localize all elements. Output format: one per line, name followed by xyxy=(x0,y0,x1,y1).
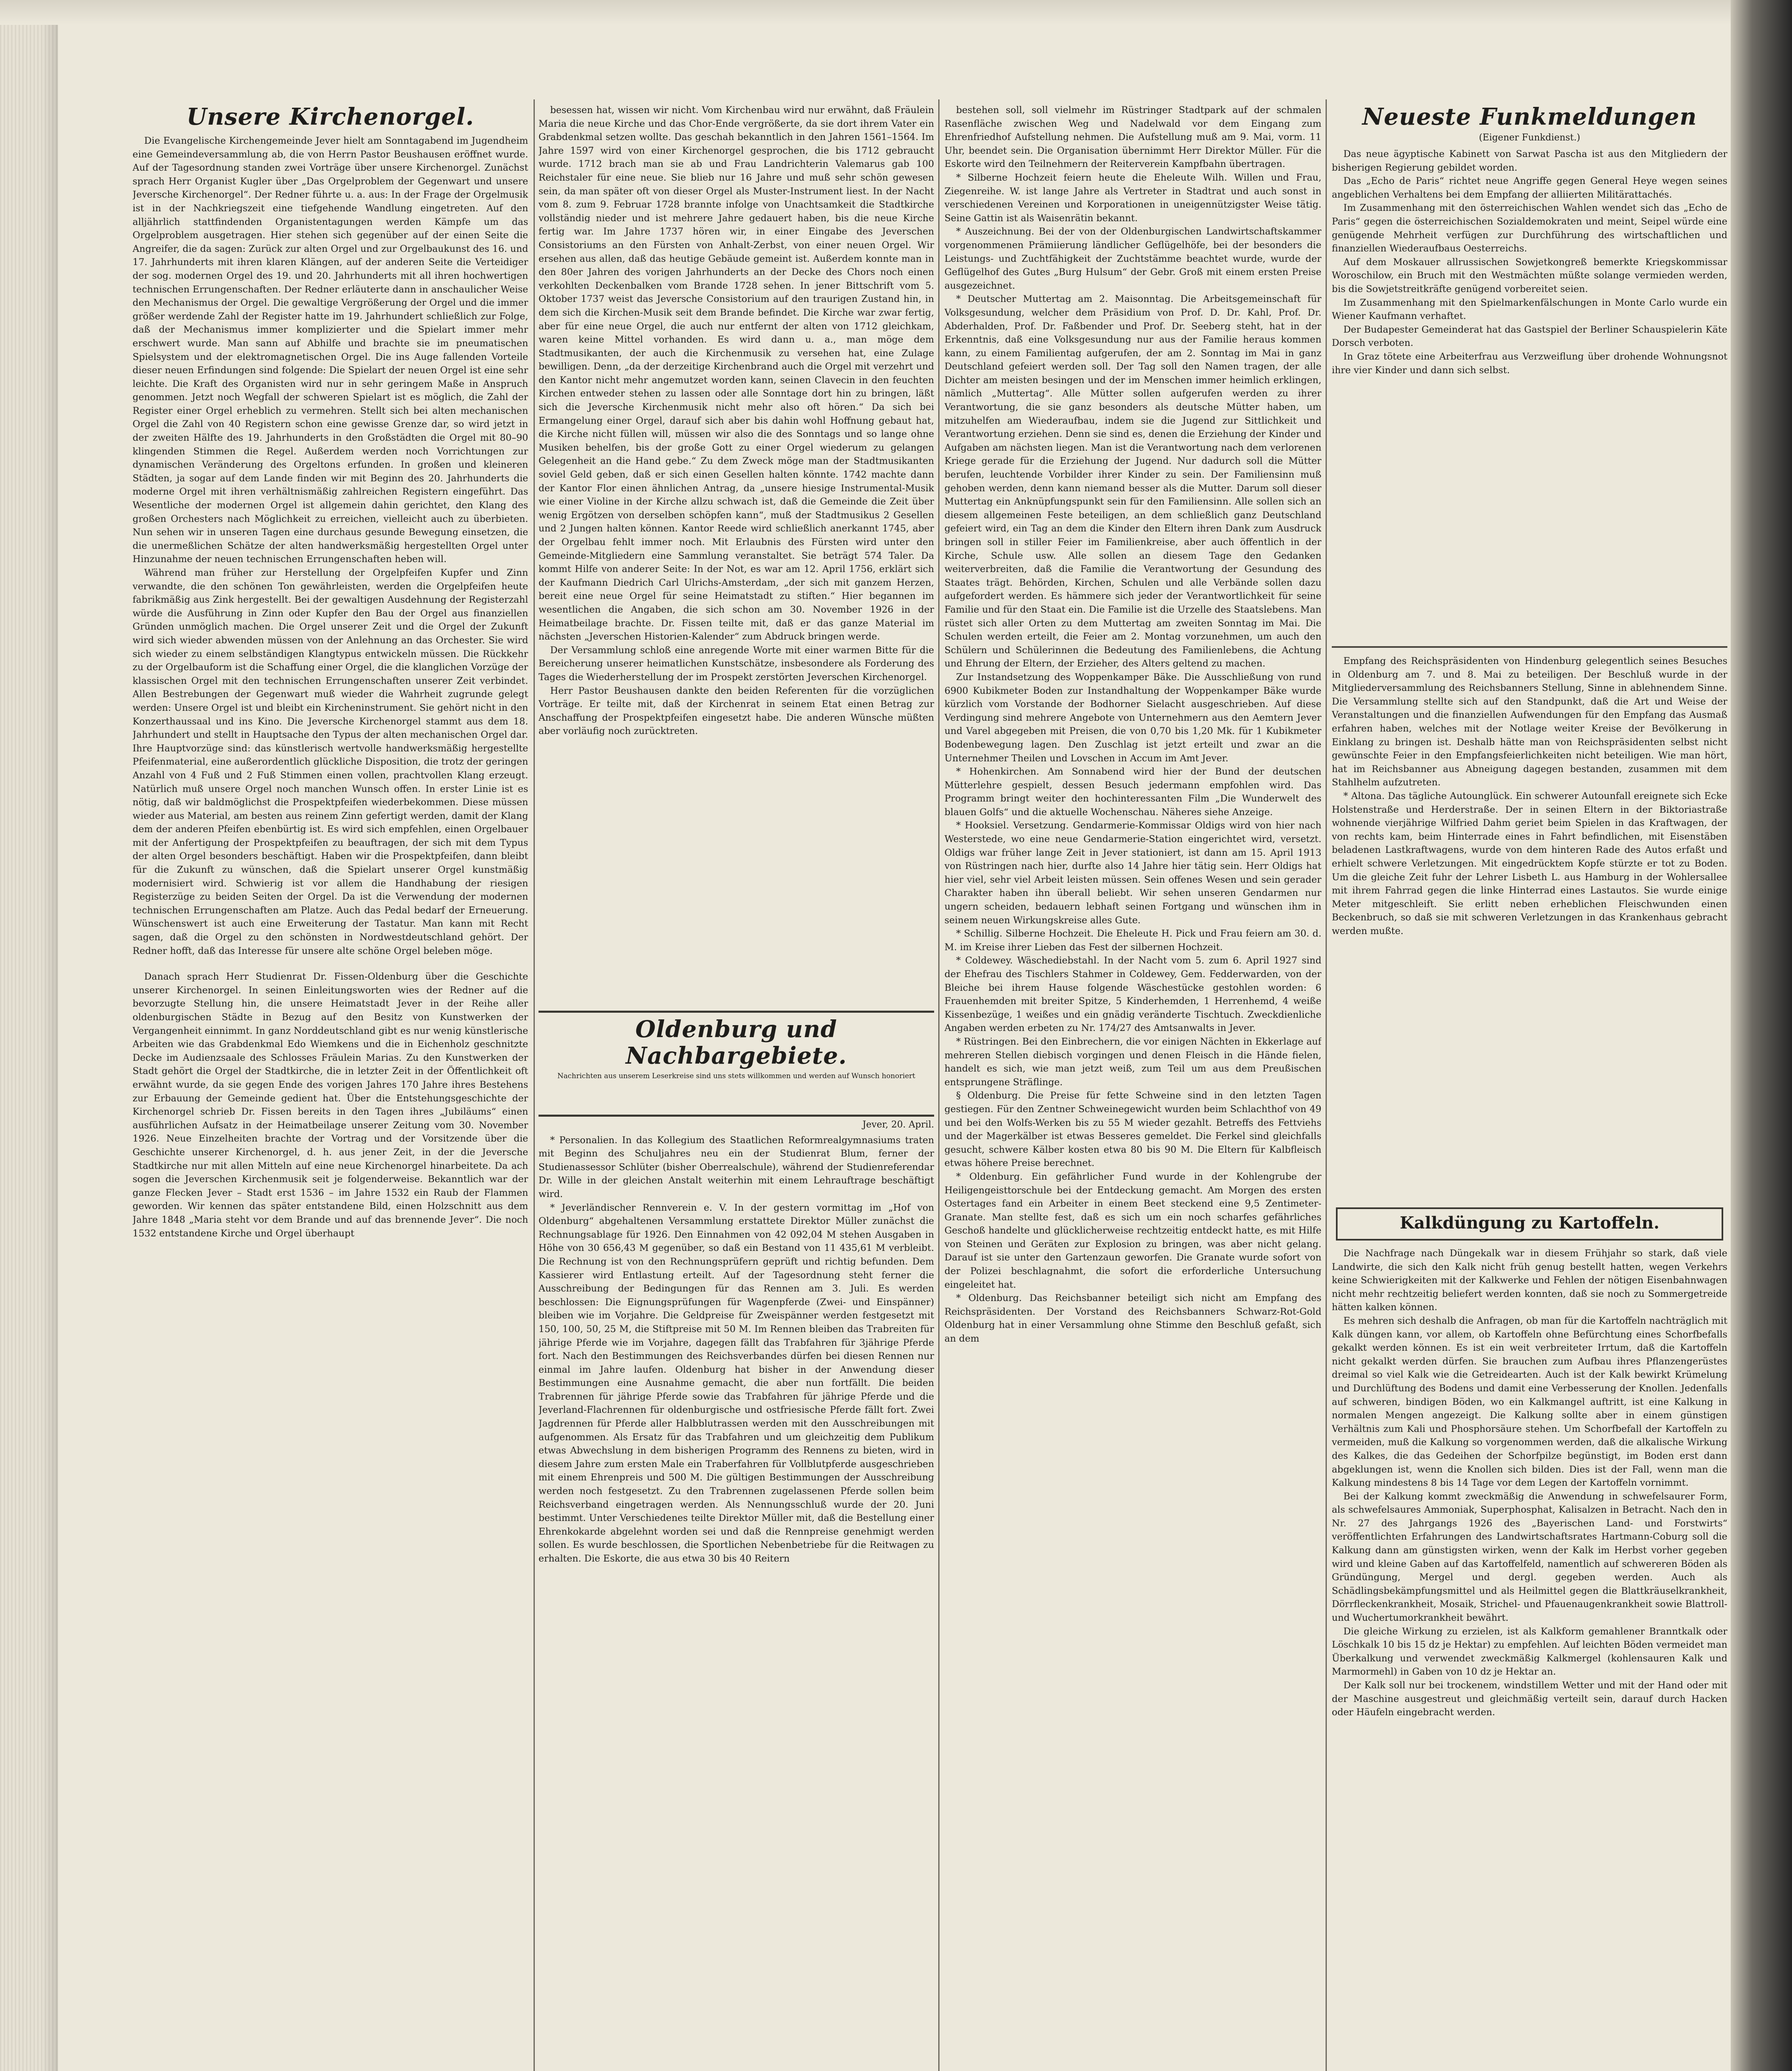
headline-kalkduengung: Kalkdüngung zu Kartoffeln. xyxy=(1336,1207,1723,1241)
paragraph: * Altona. Das tägliche Autounglück. Ein schwerer Autounfall ereignete sich Ecke Holstenstraße und Herderstraße. Der in seinen Eltern in der Biktoriastraße wohnende vierjährige Wilfried Dahm geriet beim Spielen in das Kraftwagen, der von rechts kam, beim Hinterrade eines in Fahrt befindlichen, mit Eisenstäben beladenen Lastkraftwagens, wurde von dem hinteren Rade des Autos erfaßt und erhielt schwere Verletzungen. Mit eingedrücktem Kopfe stürzte er tot zu Boden. Um die gleiche Zeit fuhr der Lehrer Lisbeth L. aus Hamburg in der Wohlersallee mit ihrem Fahrrad gegen die linke Hinterrad eines Lastautos. Sie wurde einige Meter mitgeschleift. Sie erlitt neben erheblichen Fleischwunden einen Beckenbruch, so daß sie mit schweren Verletzungen in das Krankenhaus gebracht werden mußte. xyxy=(1332,790,1727,937)
section-title: Oldenburg und Nachbargebiete. xyxy=(626,1016,847,1069)
page-top-shadow xyxy=(0,0,1792,25)
paragraph: besessen hat, wissen wir nicht. Vom Kirchenbau wird nur erwähnt, daß Fräulein Maria die neue Kirche und das Chor-Ende vergrößerte, da sie dort ihrem Vater ein Grabdenkmal setzen wollte. Das geschah bekanntlich in den Jahren 1561–1564. Im Jahre 1597 wird von einer Kirchenorgel gesprochen, die bis 1712 gebraucht wurde. 1712 brach man sie ab und Frau Landrichterin Valemarus gab 100 Reichstaler für eine neue. Sie blieb nur 16 Jahre und muß sehr schön gewesen sein, da man später oft von dieser Orgel als Muster-Instrument liest. In der Nacht vom 8. zum 9. Februar 1728 brannte infolge von Unachtsamkeit die Stadtkirche vollständig nieder und ist mehrere Jahre gedauert haben, bis die neue Kirche fertig war. Im Jahre 1737 hören wir, in einer Eingabe des Jeverschen Consistoriums an den Fürsten von Anhalt-Zerbst, von einer neuen Orgel. Wir ersehen aus allen, daß das heutige Gebäude gemeint ist. Außerdem konnte man in den 80er Jahren des vorigen Jahrhunderts an der Decke des Chors noch einen verkohlten Deckenbalken vom Brande 1728 sehen. In jener Bittschrift vom 5. Oktober 1737 weist das Jeversche Consistorium auf den traurigen Zustand hin, in dem sich die Kirchen-Musik seit dem Brande befindet. Die Kirche war zwar fertig, aber für eine neue Orgel, die auch nur entfernt der alten von 1712 gleichkam, waren keine Mittel vorhanden. Es wird dann u. a., man möge dem Stadtmusikanten, der auch die Kirchenmusik zu versehen hat, eine Zulage bewilligen. Denn, „da der derzeitige Kirchenbrand auch die Orgel mit verzehrt und den Kantor nicht mehr angemutzet worden kann, seinen Clavecin in den feuchten Kirchen entweder stehen zu lassen oder alle Sonntage dort hin zu bringen, läßt sich die Jeversche Kirchenmusik nicht mehr also oft hören.“ Da sich bei Ermangelung einer Orgel, darauf sich aber bis dahin wohl Hoffnung gebaut hat, die Kirche nicht füllen will, müssen wir also die des Sonntags und so lange ohne Musiken behelfen, bis der große Gott zu einer Orgel wiederum zu gelangen Gelegenheit an die Hand gebe.“ Zu dem Zweck möge man der Stadtmusikanten soviel Geld geben, daß er sich einen Gesellen halten könnte. 1742 machte dann der Kantor Flor einen ähnlichen Antrag, da „unsere hiesige Instrumental-Musik wie einer Violine in der Kirche allzu schwach ist, daß die Gemeinde die Zeit über wenig Ergötzen von derselben schöpfen kann“, muß der Stadtmusikus 2 Gesellen und 2 Jungen halten können. Kantor Reede wird schließlich anerkannt 1745, aber der Orgelbau fehlt immer noch. Mit Erlaubnis des Fürsten wird unter den Gemeinde-Mitgliedern eine Sammlung veranstaltet. Sie beträgt 574 Taler. Da kommt Hilfe von anderer Seite: In der Not, es war am 12. April 1756, erklärt sich der Kaufmann Diedrich Carl Ulrichs-Amsterdam, „der sich mit ganzem Herzen, bereit eine neue Orgel für seine Heimatstadt zu stiften.“ Hier begannen im wesentlichen die Angaben, die sich schon am 30. November 1926 in der Heimatbeilage brachte. Dr. Fissen teilte mit, daß er das ganze Material im nächsten „Jeverschen Historien-Kalender“ zum Abdruck bringen werde. xyxy=(539,105,934,642)
news-item: Im Zusammenhang mit den österreichischen Wahlen wendet sich das „Echo de Paris“ gegen die österreichischen Sozialdemokraten und meint, Seipel würde eine genügende Mehrheit verfügen zur Durchführung des wirtschaftlichen und finanziellen Wiederaufbaus Oesterreichs. xyxy=(1332,203,1727,254)
paragraph: * Rüstringen. Bei den Einbrechern, die vor einigen Nächten in Ekkerlage auf mehreren Stellen diebisch vorgingen und denen Fleisch in die Hände fielen, handelt es sich, wie man jetzt weiß, zum Teil um aus dem Preußischen entsprungene Sträflinge. xyxy=(944,1036,1321,1088)
paragraph: Bei der Kalkung kommt zweckmäßig die Anwendung in schwefelsaurer Form, als schwefelsaures Ammoniak, Superphosphat, Kalisalzen in Betracht. Nach den in Nr. 27 des Jahrgangs 1926 des „Bayerischen Land- und Forstwirts“ veröffentlichten Erfahrungen des Landwirtschaftsrates Hartmann-Coburg soll die Kalkung dann am günstigsten wirken, wenn der Kalk im Herbst vorher gegeben wird und kleine Gaben auf das Kartoffelfeld, namentlich auf schwereren Böden als Gründüngung, Mergel und dergl. gegeben werden. Auch als Schädlingsbekämpfungsmittel und als Heilmittel gegen die Blattkräuselkrankheit, Dörrfleckenkrankheit, Mosaik, Strichel- und Pfauenaugenkrankheit sowie Blattroll- und Wuchertumorkrankheit bewährt. xyxy=(1332,1491,1727,1624)
paragraph: * Oldenburg. Das Reichsbanner beteiligt sich nicht am Empfang des Reichspräsidenten. Der Vorstand des Reichsbanners Schwarz-Rot-Gold Oldenburg hat in einer Versammlung ohne Stimme den Beschluß gefaßt, sich an dem xyxy=(944,1293,1321,1344)
paragraph: * Oldenburg. Ein gefährlicher Fund wurde in der Kohlengrube der Heiligengeisttorschule bei der Entdeckung gemacht. Am Morgen des ersten Ostertages fand ein Arbeiter in einem Beet steckend eine 9,5 Zentimeter-Granate. Man stellte fest, daß es sich um ein noch scharfes gefährliches Geschoß handelte und glücklicherweise rechtzeitig entdeckt hatte, es mit Hilfe von Steinen und Geräten zur Explosion zu bringen, was aber nicht gelang. Darauf ist sie unter den Gartenzaun geworfen. Die Granate wurde sofort von der Polizei beschlagnahmt, die sofort die erforderliche Untersuchung eingeleitet hat. xyxy=(944,1171,1321,1290)
news-item: Das „Echo de Paris“ richtet neue Angriffe gegen General Heye wegen seines angeblichen Verhaltens bei dem Empfang der alliierten Militärattachés. xyxy=(1332,176,1727,200)
local-news-jever xyxy=(539,1118,934,2071)
dateline: Jever, 20. April. xyxy=(862,1120,934,1130)
article-unsere-kirchenorgel xyxy=(133,104,528,2071)
subhead-funkdienst: (Eigener Funkdienst.) xyxy=(1479,133,1580,143)
local-news-continued xyxy=(944,104,1321,2071)
headline-kirchenorgel: Unsere Kirchenorgel. xyxy=(186,104,474,130)
box-neueste-funkmeldungen xyxy=(1332,104,1727,642)
column-rule xyxy=(1326,99,1327,2071)
section-note: Nachrichten aus unserem Leserkreise sind uns stets willkommen und werden auf Wunsch honoriert xyxy=(557,1072,915,1080)
paragraph: Herr Pastor Beushausen dankte den beiden Referenten für die vorzüglichen Vorträge. Er teilte mit, daß der Kirchenrat in seinem Etat einen Betrag zur Anschaffung der Prospektpfeifen eingesetzt habe. Die anderen Wünsche müßten aber vorläufig noch zurücktreten. xyxy=(539,685,934,737)
headline-funkmeldungen: Neueste Funkmeldungen xyxy=(1362,104,1697,130)
paragraph: * Auszeichnung. Bei der von der Oldenburgischen Landwirtschaftskammer vorgenommenen Prämiierung ländlicher Geflügelhöfe, bei der besonders die Leistungs- und Zuchtfähigkeit der Zuchtstämme beachtet wurde, wurde der Geflügelhof des Gutes „Burg Hulsum“ der Gebr. Groß mit einem ersten Preise ausgezeichnet. xyxy=(944,226,1321,291)
paragraph: * Jeverländischer Rennverein e. V. In der gestern vormittag im „Hof von Oldenburg“ abgehaltenen Versammlung erstattete Direktor Müller zunächst die Rechnungsablage für 1926. Den Einnahmen von 42 092,04 M stehen Ausgaben in Höhe von 30 656,43 M gegenüber, so daß ein Bestand von 11 435,61 M verbleibt. Die Rechnung ist von den Rechnungsprüfern geprüft und richtig befunden. Dem Kassierer wird Entlastung erteilt. Auf der Tagesordnung steht ferner die Ausschreibung der Bedingungen für das Rennen am 3. Juli. Es werden beschlossen: Die Eignungsprüfungen für Wagenpferde (Zwei- und Einspänner) bleiben wie im Vorjahre. Die Geldpreise für Zweispänner werden festgesetzt mit 150, 100, 50, 25 M, die Stiftpreise mit 50 M. Im Rennen bleiben das Trabreiten für jährige Pferde wie im Vorjahre, dagegen fällt das Trabfahren für 3jährige Pferde fort. Nach den Bestimmungen des Reichsverbandes dürfen bei diesen Rennen nur einmal im Jahre laufen. Oldenburg hat bisher in der Anwendung dieser Bestimmungen eine Ausnahme gemacht, die aber nun fortfällt. Die beiden Trabrennen für jährige Pferde sowie das Trabfahren für jährige Pferde und die Jeverland-Flachrennen für oldenburgische und ostfriesische Pferde fällt fort. Zwei Jagdrennen für Pferde aller Halbblutrassen werden mit den Ausschreibungen mit aufgenommen. Als Ersatz für das Trabfahren und um gleichzeitig dem Publikum etwas Abwechslung in dem bisherigen Programm des Rennens zu bieten, wird in diesem Jahre zum ersten Male ein Traberfahren für Vollblutpferde ausgeschrieben mit einem Ehrenpreis und 500 M. Die gültigen Bestimmungen der Ausschreibung werden noch festgesetzt. Zu den Trabrennen zugelassenen Pferde sollen beim Reichsverband eingetragen werden. Als Nennungsschluß wurde der 20. Juni bestimmt. Unter Verschiedenes teilte Direktor Müller mit, daß die Bestellung einer Ehrenkokarde abgelehnt worden sei und daß die Rennpreise genehmigt werden sollen. Es wurde beschlossen, die Sportlichen Nebenbetriebe für die Reitwagen zu erhalten. Die Eskorte, die aus etwa 30 bis 40 Reitern xyxy=(539,1202,934,1564)
section-oldenburg-header xyxy=(539,1011,934,1117)
paragraph: Die gleiche Wirkung zu erzielen, ist als Kalkform gemahlener Branntkalk oder Löschkalk 10 bis 15 dz je Hektar) zu empfehlen. Auf leichten Böden vermeidet man Überkalkung und verwendet zweckmäßig Kalkmergel (kohlensauren Kalk und Marmormehl) in Gaben von 10 dz je Hektar an. xyxy=(1332,1626,1727,1678)
paragraph: Es mehren sich deshalb die Anfragen, ob man für die Kartoffeln nachträglich mit Kalk düngen kann, vor allem, ob Kartoffeln ohne Befürchtung eines Schorfbefalls gekalkt werden können. Es ist ein weit verbreiteter Irrtum, daß die Kartoffeln nicht gekalkt werden dürfen. Sie brauchen zum Aufbau ihres Pflanzengerüstes dreimal so viel Kalk wie die Getreidearten. Auch ist der Kalk bewirkt Krümelung und Durchlüftung des Bodens und damit eine Verbesserung der Knollen. Jedenfalls auf schweren, bindigen Böden, wo ein Kalkmangel auftritt, ist eine Kalkung in normalen Mengen angezeigt. Die Kalkung sollte aber in einem günstigen Verhältnis zum Kali und Phosphorsäure stehen. Um Schorfbefall der Kartoffeln zu vermeiden, muß die Kalkung so vorgenommen werden, daß die alkalische Wirkung des Kalkes, die das Gedeihen der Schorfpilze begünstigt, im Boden erst dann abgeklungen ist, wenn die Knollen sich bilden. Dies ist der Fall, wenn man die Kalkung mindestens 8 bis 14 Tage vor dem Legen der Kartoffeln vornimmt. xyxy=(1332,1315,1727,1489)
paragraph: Danach sprach Herr Studienrat Dr. Fissen-Oldenburg über die Geschichte unserer Kirchenorgel. In seinen Einleitungsworten wies der Redner auf die bevorzugte Stellung hin, die unsere Heimatstadt Jever in der Reihe aller oldenburgischen Städte in Bezug auf den Besitz von Kunstwerken der Vergangenheit einnimmt. In ganz Norddeutschland gibt es nur wenig künstlerische Arbeiten wie das Grabdenkmal Edo Wiemkens und die in Eichenholz geschnitzte Decke im Audienzsaale des Schlosses Fräulein Marias. Zu den Kunstwerken der Stadt gehört die Orgel der Stadtkirche, die in letzter Zeit in der Öffentlichkeit oft erwähnt wurde, da sie gegen Ende des vorigen Jahres 170 Jahre ihres Bestehens zur Erbauung der Gemeinde gedient hat. Über die Entstehungsgeschichte der Kirchenorgel schrieb Dr. Fissen bereits in den Tagen ihres „Jubiläums“ einen ausführlichen Aufsatz in der Heimatbeilage unserer Zeitung vom 30. November 1926. Neue Einzelheiten brachte der Vortrag und der Vorsitzende über die Geschichte unserer Kirchenorgel, d. h. aus jener Zeit, in der die Jeversche Stadtkirche nur mit allen Mitteln auf eine neue Kirchenorgel hinarbeitete. Da ach sogen die Jeverschen Kirchenmusik seit je folgenderweise. Bekanntlich war der ganze Flecken Jever – Stadt erst 1536 – im Jahre 1532 ein Raub der Flammen geworden. Wir kennen das später entstandene Bild, einen Holzschnitt aus dem Jahre 1848 „Maria steht vor dem Brande und auf das brennende Jever“. Die noch 1532 entstandene Kirche und Orgel überhaupt xyxy=(133,971,528,1239)
paragraph: Die Nachfrage nach Düngekalk war in diesem Frühjahr so stark, daß viele Landwirte, die sich den Kalk nicht früh genug bestellt hatten, wegen Verkehrs keine Schwierigkeiten mit der Kalkwerke und Fehlen der nötigen Eisenbahnwagen nicht mehr rechtzeitig beliefert werden konnten, daß sie noch zu Sommergetreide hätten kalken können. xyxy=(1332,1248,1727,1313)
news-item: Im Zusammenhang mit den Spielmarkenfälschungen in Monte Carlo wurde ein Wiener Kaufmann verhaftet. xyxy=(1332,297,1727,322)
paragraph: Der Kalk soll nur bei trockenem, windstillem Wetter und mit der Hand oder mit der Maschine ausgestreut und gleichmäßig verteilt sein, darauf durch Hacken oder Häufeln eingebracht werden. xyxy=(1332,1680,1727,1718)
adjacent-page-edge xyxy=(0,0,58,2071)
paragraph: Zur Instandsetzung des Woppenkamper Bäke. Die Ausschließung von rund 6900 Kubikmeter Boden zur Instandhaltung der Woppenkamper Bäke wurde kürzlich vom Vorstande der Bodhorner Sielacht ausgeschrieben. Auf diese Verdingung sind mehrere Angebote von Unternehmern aus den Aemtern Jever und Varel abgegeben mit Preisen, die von 0,70 bis 1,20 Mk. für 1 Kubikmeter Bodenbewegung lagen. Den Zuschlag ist jetzt erteilt und zwar an die Unternehmer Theilen und Lovschen in Accum im Amt Jever. xyxy=(944,671,1321,764)
column-rule xyxy=(534,99,535,2071)
paragraph: Empfang des Reichspräsidenten von Hindenburg gelegentlich seines Besuches in Oldenburg am 7. und 8. Mai zu beteiligen. Der Beschluß wurde in der Mitgliederversammlung des Reichsbanners Stellung, Sinne in ablehnendem Sinne. Die Versammlung stellte sich auf den Standpunkt, daß die Art und Weise der Veranstaltungen und die finanziellen Aufwendungen für den Empfang das Ausmaß erfahren haben, welches mit der Notlage weiter Kreise der Bevölkerung in Einklang zu bringen ist. Deshalb hätte man von Reichspräsidenten selbst nicht gewünschte Feier in den Empfangsfeierlichkeiten nicht beteiligen. Wie man hört, hat im Reichsbanner aus Abneigung dagegen bestanden, zusammen mit dem Stahlhelm aufzutreten. xyxy=(1332,656,1727,788)
scan-binding-edge xyxy=(1731,0,1792,2071)
news-item: Das neue ägyptische Kabinett von Sarwat Pascha ist aus den Mitgliedern der bisherigen Regierung gebildet worden. xyxy=(1332,149,1727,173)
paragraph: * Schillig. Silberne Hochzeit. Die Eheleute H. Pick und Frau feiern am 30. d. M. im Kreise ihrer Lieben das Fest der silbernen Hochzeit. xyxy=(944,928,1321,953)
article-kalkduengung xyxy=(1332,1247,1727,2067)
paragraph: Die Evangelische Kirchengemeinde Jever hielt am Sonntagabend im Jugendheim eine Gemeindeversammlung ab, die von Herrn Pastor Beushausen eröffnet wurde. Auf der Tagesordnung standen zwei Vorträge über unsere Kirchenorgel. Zunächst sprach Herr Organist Kugler über „Das Orgelproblem der Gegenwart und unsere Jeversche Kirchenorgel“. Der Redner führte u. a. aus: In der Frage der Orgelmusik ist in der Nachkriegszeit eine tiefgehende Wandlung eingetreten. Auf den alljährlich stattfindenden Organistentagungen werden Kämpfe um das Orgelproblem ausgetragen. Hier stehen sich gegenüber auf der einen Seite die Angreifer, die da sagen: Zurück zur alten Orgel und zur Orgelbaukunst des 16. und 17. Jahrhunderts mit ihren klaren Klängen, auf der anderen Seite die Verteidiger der sog. modernen Orgel des 19. und 20. Jahrhunderts mit all ihren hochwertigen technischen Errungenschaften. Der Redner erläuterte dann in anschaulicher Weise den Mechanismus der Orgel. Die gewaltige Vergrößerung der Orgel und die immer größer werdende Zahl der Register hatte im 19. Jahrhundert schließlich zur Folge, daß der Mechanismus immer komplizierter und die Spielart immer mehr erschwert wurde. Man sann auf Abhilfe und brachte sie im pneumatischen Spielsystem und der elektromagnetischen Orgel. Die ins Auge fallenden Vorteile dieser neuen Erfindungen sind folgende: Die Spielart der neuen Orgel ist eine sehr leichte. Die Kraft des Organisten wird nur in sehr geringem Maße in Anspruch genommen. Jetzt noch Wegfall der schweren Spielart ist es möglich, die Zahl der Register einer Orgel erheblich zu vermehren. Stellt sich bei alten mechanischen Orgel die Zahl von 40 Registern schon eine gewisse Grenze dar, so wird jetzt in der zweiten Hälfte des 19. Jahrhunderts in den Großstädten die Orgel mit 80–90 klingenden Stimmen die Regel. Außerdem werden noch Vorrichtungen zur dynamischen Veränderung des Orgeltons erfunden. In großen und kleineren Städten, ja sogar auf dem Lande finden wir mit Beginn des 20. Jahrhunderts die moderne Orgel mit ihren verhältnismäßig zahlreichen Registern eingeführt. Das Wesentliche der modernen Orgel ist allgemein dahin gerichtet, den Klang des großen Orchesters nach Möglichkeit zu erreichen, vielleicht auch zu überbieten. Nun sehen wir in unseren Tagen eine durchaus gesunde Bewegung einsetzen, die die unermeßlichen Schätze der alten handwerksmäßig hergestellten Orgel unter Hinzunahme der neuen technischen Errungenschaften heben will. xyxy=(133,135,528,565)
paragraph: Während man früher zur Herstellung der Orgelpfeifen Kupfer und Zinn verwandte, die den schönen Ton gewährleisten, werden die Orgelpfeifen heute fabrikmäßig aus Zink hergestellt. Bei der gewaltigen Ausdehnung der Registerzahl würde die Ausführung in Zinn oder Kupfer den Bau der Orgel aus finanziellen Gründen unmöglich machen. Die Orgel unserer Zeit und die Orgel der Zukunft wird sich wieder abwenden müssen von der Anlehnung an das Orchester. Sie wird sich wieder zu einem selbständigen Klangtypus entwickeln müssen. Die Rückkehr zu der Orgelbauform ist die Schaffung einer Orgel, die die klanglichen Vorzüge der klassischen Orgel mit den technischen Errungenschaften unserer Zeit verbindet. Allen Bestrebungen der Gegenwart muß wieder die Wahrheit zugrunde gelegt werden: Unsere Orgel ist und bleibt ein Kircheninstrument. Sie gehört nicht in den Konzerthaussaal und ins Kino. Die Jeversche Kirchenorgel stammt aus dem 18. Jahrhundert und stellt in Hauptsache den Typus der alten mechanischen Orgel dar. Ihre Hauptvorzüge sind: das künstlerisch wertvolle handwerksmäßig hergestellte Pfeifenmaterial, eine außerordentlich glückliche Disposition, die trotz der geringen Anzahl von 4 Fuß und 2 Fuß Stimmen einen vollen, prachtvollen Klang erzeugt. Natürlich muß unsere Orgel noch manchen Wunsch offen. In erster Linie ist es nötig, daß wir baldmöglichst die Prospektpfeifen wiederbekommen. Diese müssen wieder aus Material, am besten aus reinem Zinn gefertigt werden, damit der Klang dem der anderen Pfeifen ebenbürtig ist. Es wird sich empfehlen, einen Orgelbauer mit der Anfertigung der Prospektpfeifen zu beauftragen, der sich mit dem Typus der alten Orgel besonders beschäftigt. Haben wir die Prospektpfeifen, dann bleibt für die Zukunft zu wünschen, daß die Spielart unserer Orgel kunstmäßig modernisiert wird. Schwierig ist vor allem die Handhabung der riesigen Registerzüge zu beiden Seiten der Orgel. Da ist die Verwendung der modernen technischen Errungenschaften am Platze. Auch das Pedal bedarf der Erneuerung. Wünschenswert ist auch eine Erweiterung der Tastatur. Man kann mit Recht sagen, daß die Orgel zu den schönsten in Nordwestdeutschland gehört. Der Redner hofft, daß das Interesse für unsere alte schöne Orgel beleben möge. xyxy=(133,567,528,956)
paragraph: bestehen soll, soll vielmehr im Rüstringer Stadtpark auf der schmalen Rasenfläche zwischen Weg und Nadelwald vor dem Eingang zum Ehrenfriedhof Aufstellung nehmen. Die Aufstellung muß am 9. Mai, vorm. 11 Uhr, beendet sein. Die Organisation übernimmt Herr Direktor Müller. Für die Eskorte wird den Teilnehmern der Reiterverein Kampfbahn übertragen. xyxy=(944,105,1321,170)
paragraph: * Hooksiel. Versetzung. Gendarmerie-Kommissar Oldigs wird von hier nach Westerstede, wo eine neue Gendarmerie-Station eingerichtet wird, versetzt. Oldigs war früher lange Zeit in Jever stationiert, ist dann am 15. April 1913 von Rüstringen nach hier, durfte also 14 Jahre hier tätig sein. Herr Oldigs hat hier viel, sehr viel Arbeit leisten müssen. Sein offenes Wesen und sein gerader Charakter haben ihn überall beliebt. Wir sehen unseren Gendarmen nur ungern scheiden, bedauern lebhaft seinen Fortgang und wünschen ihm in seinem neuen Wirkungskreise alles Gute. xyxy=(944,820,1321,926)
separator xyxy=(1332,646,1727,648)
paragraph: Der Versammlung schloß eine anregende Worte mit einer warmen Bitte für die Bereicherung unserer heimatlichen Kunstschätze, insbesondere als Forderung des Tages die Wiederherstellung der im Prospekt zerstörten Jeverschen Kirchenorgel. xyxy=(539,644,934,683)
paragraph: * Hohenkirchen. Am Sonnabend wird hier der Bund der deutschen Mütterlehre gespielt, dessen Besuch jedermann empfohlen wird. Das Programm bringt weiter den hochinteressanten Film „Die Wunderwelt des blauen Golfs“ und die aktuelle Wochenschau. Näheres siehe Anzeige. xyxy=(944,766,1321,818)
local-news-col4 xyxy=(1332,654,1727,1201)
paragraph: * Coldewey. Wäschediebstahl. In der Nacht vom 5. zum 6. April 1927 sind der Ehefrau des Tischlers Stahmer in Coldewey, Gem. Fedderwarden, von der Bleiche bei ihrem Hause folgende Wäschestücke gestohlen worden: 6 Frauenhemden mit breiter Spitze, 5 Kinderhemden, 1 Herrenhemd, 4 weiße Kissenbezüge, 1 weißes und ein gnädig veränderte Tischtuch. Zweckdienliche Angaben werden erbeten zu Nr. 174/27 des Amtsanwalts in Jever. xyxy=(944,955,1321,1034)
news-item: Auf dem Moskauer allrussischen Sowjetkongreß bemerkte Kriegskommissar Woroschilow, ein Bruch mit den Westmächten müßte solange vermieden werden, bis die Sowjetstreitkräfte genügend vorbereitet seien. xyxy=(1332,256,1727,294)
paragraph: * Silberne Hochzeit feiern heute die Eheleute Wilh. Willen und Frau, Ziegenreihe. W. ist lange Jahre als Vertreter in Stadtrat und auch sonst in verschiedenen Vereinen und Korporationen in uneigennützigster Weise tätig. Seine Gattin ist als Waisenrätin bekannt. xyxy=(944,172,1321,224)
news-item: In Graz tötete eine Arbeiterfrau aus Verzweiflung über drohende Wohnungsnot ihre vier Kinder und dann sich selbst. xyxy=(1332,351,1727,376)
column-rule xyxy=(938,99,939,2071)
paragraph: * Personalien. In das Kollegium des Staatlichen Reformrealgymnasiums traten mit Beginn des Schuljahres neu ein der Studienrat Blum, ferner der Studienassessor Schlüter (bisher Oberrealschule), während der Studienreferendar Dr. Wille in der gleichen Anstalt weiterhin mit einem Lehrauftrage beschäftigt wird. xyxy=(539,1134,934,1200)
paragraph: * Deutscher Muttertag am 2. Maisonntag. Die Arbeitsgemeinschaft für Volksgesundung, welcher dem Präsidium von Prof. D. Dr. Kahl, Prof. Dr. Abderhalden, Prof. Dr. Faßbender und Prof. Dr. Seeberg steht, hat in der Erkenntnis, daß eine Volksgesundung nur aus der Familie heraus kommen kann, zu einem Familientag aufgerufen, der am 2. Sonntag im Mai in ganz Deutschland gefeiert werden soll. Der Tag soll den Namen tragen, der alle Dichter am meisten besingen und der im Menschen immer heimlich erklingen, nämlich „Muttertag“. Alle Mütter sollen aufgerufen werden zu ihrer Verantwortung, die sie ganz besonders als deutsche Mütter haben, um mitzuhelfen am Wiederaufbau, indem sie die Jugend zur Sittlichkeit und Verantwortung erziehen. Denn sie sind es, denen die Erziehung der Kinder und Aufgaben am nächsten liegen. Man ist die Verantwortung nach dem verlorenen Kriege gerade für die Erziehung der Jugend. Nur dadurch soll die Mütter berufen, leuchtende Vorbilder ihrer Kinder zu sein. Der Familiensinn muß gehoben werden, denn kann niemand besser als die Mutter. Darum soll dieser Muttertag ein Anknüpfungspunkt sein für den Familiensinn. Alle sollen sich an diesem allgemeinen Feste beteiligen, an dem schließlich ganz Deutschland gefeiert wird, ein Tag an dem die Kinder den Eltern ihren Dank zum Ausdruck bringen soll in stiller Feier im Familienkreise, aber auch öffentlich in der Kirche, Schule usw. Alle sollen an diesem Tage den Gedanken weiterverbreiten, daß die Familie die Verantwortung der Gesundung des Staates trägt. Behörden, Kirchen, Schulen und alle Verbände sollen dazu aufgefordert werden. Es hämmere sich jeder der Verantwortlichkeit für seine Familie und für den Staat ein. Die Familie ist die Urzelle des Staatslebens. Man rüstet sich aller Orten zu dem Muttertag am zweiten Sonntag im Mai. Die Schulen werden erteilt, die Feier am 2. Montag vorzunehmen, um auch den Schülern und Schülerinnen die Bedeutung des Familienlebens, die Achtung und Ehrung der Eltern, der Erzieher, des Alters geltend zu machen. xyxy=(944,294,1321,669)
article-kirchenorgel-continued xyxy=(539,104,934,1002)
paragraph: § Oldenburg. Die Preise für fette Schweine sind in den letzten Tagen gestiegen. Für den Zentner Schweinegewicht wurden beim Schlachthof von 49 und bei den Wolfs-Werken bis zu 55 M wieder gezahlt. Betreffs des Fettviehs und der Magerkälber ist etwas Besseres gemeldet. Die Ferkel sind gleichfalls gesucht, schwere Kälber kosten etwa 80 bis 90 M. Die Eltern für Kalbfleisch etwas höhere Preise berechnet. xyxy=(944,1090,1321,1169)
news-item: Der Budapester Gemeinderat hat das Gastspiel der Berliner Schauspielerin Käte Dorsch verboten. xyxy=(1332,324,1727,349)
